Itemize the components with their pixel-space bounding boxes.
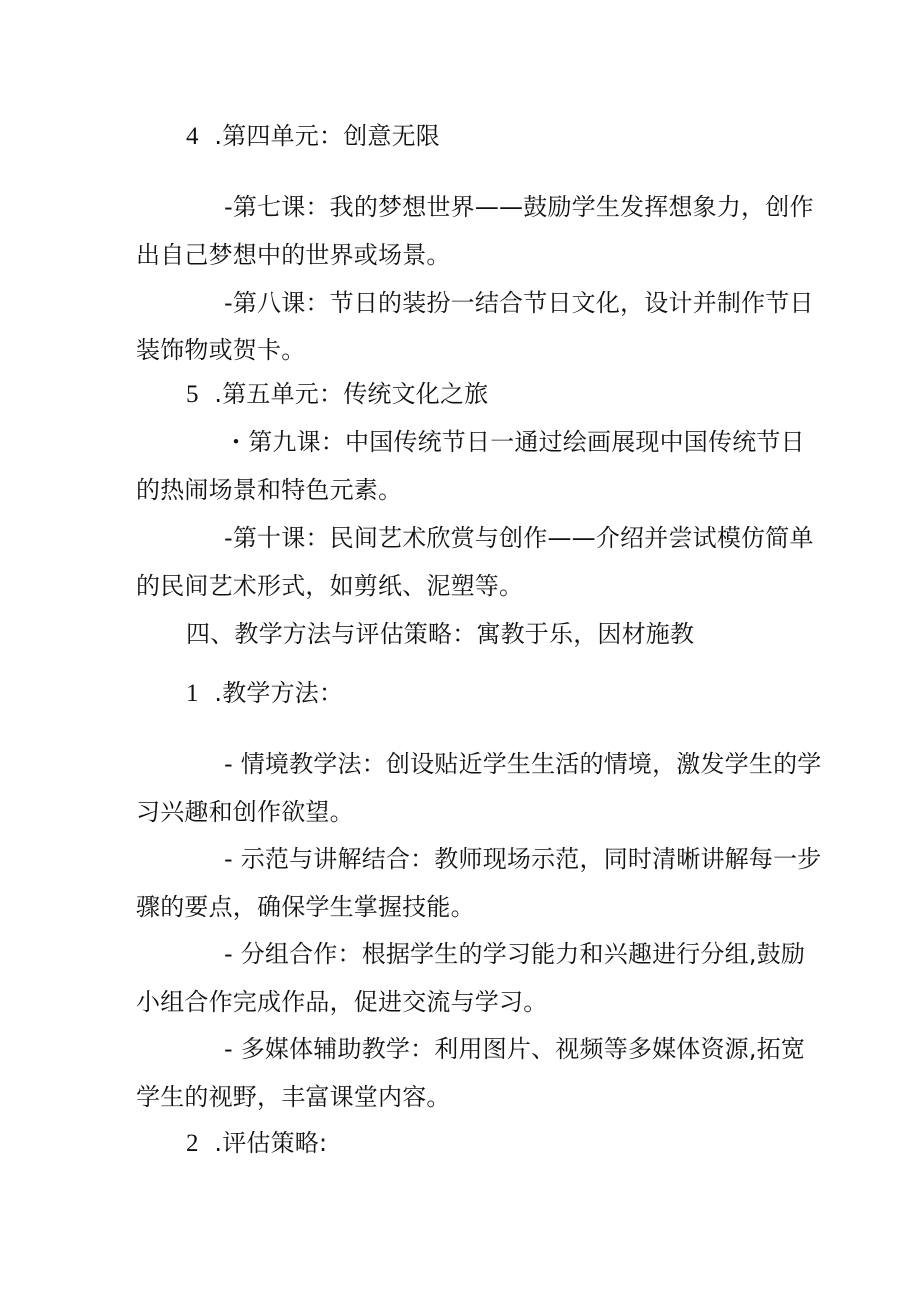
unit5-title: .第五单元：传统文化之旅 (214, 380, 489, 408)
evaluation-title: .评估策略: (214, 1129, 328, 1157)
method-item-1-line2: 习兴趣和创作欲望。 (136, 798, 354, 826)
method-item-2-line1: - 示范与讲解结合：教师现场示范，同时清晰讲解每一步 (224, 845, 822, 873)
evaluation-number: 2 (186, 1130, 199, 1157)
lesson9-line2: 的热闹场景和特色元素。 (136, 476, 403, 504)
unit4-title: .第四单元：创意无限 (214, 122, 441, 150)
method-item-4-line2: 学生的视野，丰富课堂内容。 (136, 1083, 451, 1111)
method-item-1-line1: - 情境教学法：创设贴近学生生活的情境，激发学生的学 (224, 750, 822, 778)
lesson10-line2: 的民间艺术形式，如剪纸、泥塑等。 (136, 572, 524, 600)
lesson7-line2: 出自己梦想中的世界或场景。 (136, 241, 451, 269)
section4-heading: 四、教学方法与评估策略：寓教于乐，因材施教 (186, 620, 695, 648)
lesson8-line1: -第八课：节日的装扮一结合节日文化，设计并制作节日 (224, 289, 814, 317)
evaluation-heading (186, 1127, 327, 1160)
lesson10-line1: -第十课：民间艺术欣赏与创作——介绍并尝试模仿简单 (224, 524, 814, 552)
unit4-number: 4 (186, 123, 199, 150)
lesson7-line1: -第七课：我的梦想世界——鼓励学生发挥想象力，创作 (224, 193, 814, 221)
method-item-4-line1: - 多媒体辅助教学：利用图片、视频等多媒体资源,拓宽 (224, 1035, 806, 1063)
lesson8-line2: 装饰物或贺卡。 (136, 336, 306, 364)
unit5-number: 5 (186, 381, 199, 408)
unit5-heading (186, 378, 488, 411)
method-item-3-line1: - 分组合作：根据学生的学习能力和兴趣进行分组,鼓励 (224, 940, 806, 968)
methods-heading (186, 677, 343, 710)
method-item-2-line2: 骤的要点，确保学生掌握技能。 (136, 893, 475, 921)
method-item-3-line2: 小组合作完成作品，促进交流与学习。 (136, 988, 548, 1016)
methods-number: 1 (186, 680, 199, 707)
lesson9-line1: ・第九课：中国传统节日一通过绘画展现中国传统节日 (224, 428, 805, 456)
unit4-heading (186, 120, 440, 153)
methods-title: .教学方法： (214, 679, 344, 707)
